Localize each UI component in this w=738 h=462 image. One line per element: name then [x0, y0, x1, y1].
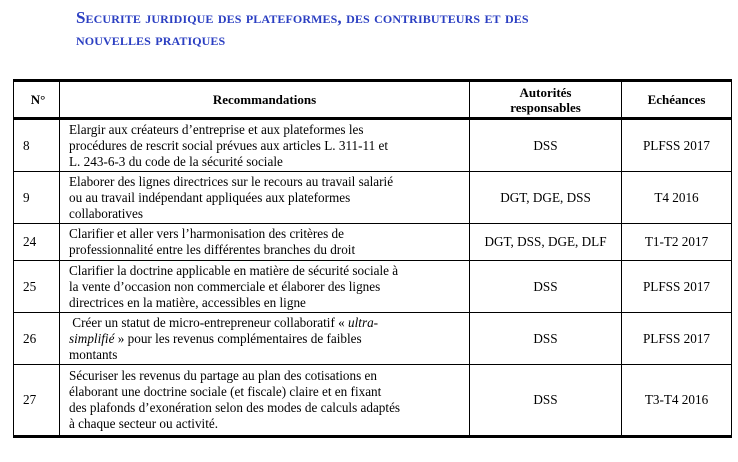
- header-recommandations: Recommandations: [60, 81, 470, 119]
- table-row: [14, 365, 732, 437]
- header-autorites: [470, 81, 622, 119]
- recommendation-text: » pour les revenus complémentaires de faibles: [114, 330, 362, 346]
- row-recommendation: [60, 313, 470, 365]
- row-recommendation: [60, 365, 470, 437]
- recommendation-line: Sécuriser les revenus du partage au plan des cotisations en: [69, 368, 377, 383]
- row-number: 8: [14, 119, 60, 172]
- row-number: 25: [14, 261, 60, 313]
- row-authorities: DSS: [470, 365, 622, 437]
- table-row: [14, 313, 732, 365]
- recommendation-italic-text: ultra-: [348, 314, 379, 330]
- recommendation-line: à chaque secteur ou activité.: [69, 416, 219, 431]
- recommendation-line: Elargir aux créateurs d’entreprise et aux plateformes les: [69, 121, 364, 137]
- row-authorities: DSS: [470, 261, 622, 313]
- row-recommendation: [60, 119, 470, 172]
- recommendations-table: [13, 79, 732, 438]
- row-deadline: T3-T4 2016: [622, 365, 732, 437]
- row-authorities: DGT, DGE, DSS: [470, 172, 622, 224]
- row-number: 27: [14, 365, 60, 437]
- recommendation-line: élaborant une doctrine sociale (et fiscale) claire et en fixant: [69, 384, 382, 399]
- recommendation-line: [69, 331, 464, 347]
- table-header-row: [14, 81, 732, 119]
- recommendation-line: ou au travail indépendant appliquées aux plateformes: [69, 189, 351, 205]
- recommendation-line: Elaborer des lignes directrices sur le recours au travail salarié: [69, 173, 394, 189]
- row-deadline: T4 2016: [622, 172, 732, 224]
- table-row: [14, 224, 732, 261]
- recommendation-text: Créer un statut de micro-entrepreneur collaboratif «: [69, 314, 349, 330]
- row-authorities: DSS: [470, 119, 622, 172]
- header-echeances: Echéances: [622, 81, 732, 119]
- row-deadline: PLFSS 2017: [622, 261, 732, 313]
- section-title: [76, 7, 726, 51]
- row-deadline: PLFSS 2017: [622, 119, 732, 172]
- table-row: [14, 172, 732, 224]
- row-deadline: PLFSS 2017: [622, 313, 732, 365]
- section-title-line-2: nouvelles pratiques: [76, 30, 226, 49]
- row-authorities: DGT, DSS, DGE, DLF: [470, 224, 622, 261]
- recommendation-line: Clarifier la doctrine applicable en matière de sécurité sociale à: [69, 262, 399, 278]
- recommendation-line: [69, 315, 464, 331]
- recommendation-line: procédures de rescrit social prévues aux articles L. 311-11 et: [69, 137, 389, 153]
- row-recommendation: [60, 224, 470, 261]
- section-title-line-1: Securite juridique des plateformes, des contributeurs et des: [76, 8, 529, 27]
- table-row: [14, 261, 732, 313]
- recommendation-line: L. 243-6-3 du code de la sécurité sociale: [69, 153, 283, 169]
- row-number: 26: [14, 313, 60, 365]
- recommendation-line: collaboratives: [69, 205, 143, 221]
- recommendation-line: Clarifier et aller vers l’harmonisation des critères de: [69, 226, 344, 241]
- row-recommendation: [60, 172, 470, 224]
- row-authorities: DSS: [470, 313, 622, 365]
- recommendation-line: des plafonds d’exonération selon des modes de calculs adaptés: [69, 400, 401, 415]
- recommendation-italic-text: simplifié: [69, 330, 115, 346]
- row-number: 9: [14, 172, 60, 224]
- recommendation-line: la vente d’occasion non commerciale et élaborer des lignes: [69, 278, 381, 294]
- recommendation-line: professionnalité entre les différentes branches du droit: [69, 242, 356, 257]
- recommendation-line: directrices en la matière, accessibles en ligne: [69, 294, 306, 310]
- header-number: N°: [14, 81, 60, 119]
- header-autorites-line-2: responsables: [510, 99, 581, 115]
- table-row: [14, 119, 732, 172]
- row-number: 24: [14, 224, 60, 261]
- recommendation-line: montants: [69, 346, 118, 362]
- row-recommendation: [60, 261, 470, 313]
- header-autorites-line-1: Autorités: [519, 84, 572, 100]
- row-deadline: T1-T2 2017: [622, 224, 732, 261]
